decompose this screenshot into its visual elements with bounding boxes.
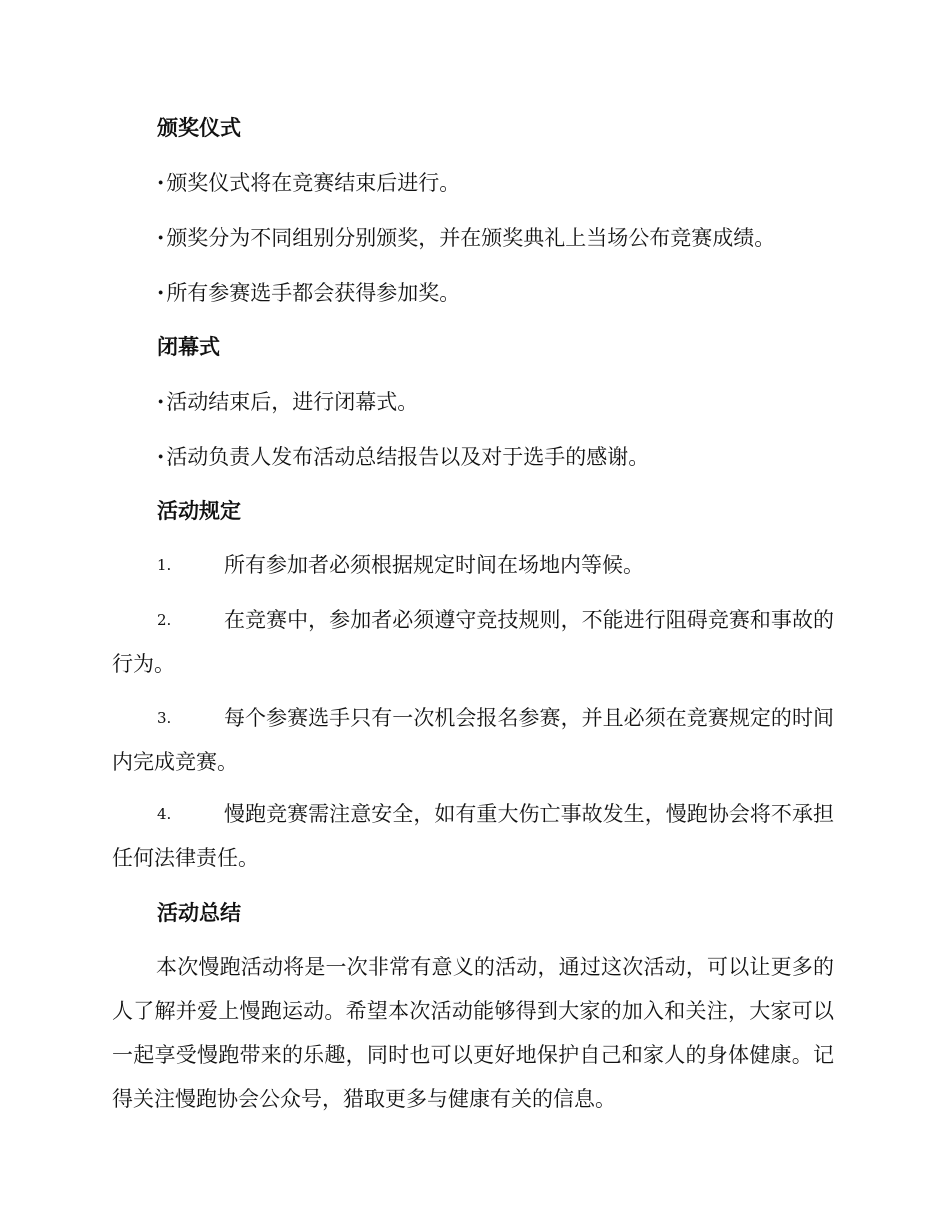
bullet-mark: · [157, 389, 165, 414]
rule-number: 2. [157, 611, 172, 629]
section-heading-closing: 闭幕式 [157, 334, 220, 359]
section-heading-award: 颁奖仪式 [157, 115, 241, 140]
section-heading-rules: 活动规定 [157, 498, 241, 523]
bullet-text: 活动负责人发布活动总结报告以及对于选手的感谢。 [166, 445, 650, 469]
summary-paragraph: 本次慢跑活动将是一次非常有意义的活动，通过这次活动，可以让更多的人了解并爱上慢跑运动。希望本次活动能够得到大家的加入和关注，大家可以一起享受慢跑带来的乐趣，同时也可以更好地保护自己和家人的身体健康。记得关注慢跑协会公众号，猎取更多与健康有关的信息。 [112, 955, 834, 1111]
section-heading-summary: 活动总结 [157, 900, 241, 925]
rule-text: 在竞赛中，参加者必须遵守竞技规则，不能进行阻碍竞赛和事故的行为。 [112, 608, 834, 676]
closing-bullet-2 [157, 443, 649, 471]
award-bullet-1 [157, 169, 460, 197]
award-bullet-3 [157, 279, 460, 307]
award-bullet-2 [157, 224, 775, 252]
bullet-text: 所有参赛选手都会获得参加奖。 [166, 281, 461, 305]
bullet-mark: · [157, 444, 165, 469]
rule-number: 4. [157, 805, 172, 823]
bullet-mark: · [157, 225, 165, 250]
bullet-mark: · [157, 280, 165, 305]
rule-number: 3. [157, 709, 172, 727]
rule-item-4 [112, 792, 834, 880]
rule-item-3 [112, 696, 834, 784]
closing-bullet-1 [157, 388, 418, 416]
bullet-text: 颁奖仪式将在竞赛结束后进行。 [166, 171, 461, 195]
rule-number: 1. [157, 556, 172, 574]
bullet-text: 活动结束后，进行闭幕式。 [166, 390, 419, 414]
rule-text: 每个参赛选手只有一次机会报名参赛，并且必须在竞赛规定的时间内完成竞赛。 [112, 706, 834, 774]
bullet-mark: · [157, 170, 165, 195]
rule-text: 慢跑竞赛需注意安全，如有重大伤亡事故发生，慢跑协会将不承担任何法律责任。 [112, 802, 834, 870]
rule-text: 所有参加者必须根据规定时间在场地内等候。 [224, 553, 644, 577]
bullet-text: 颁奖分为不同组别分别颁奖，并在颁奖典礼上当场公布竞赛成绩。 [166, 226, 776, 250]
rule-item-2 [112, 598, 834, 686]
rule-item-1 [112, 543, 834, 587]
